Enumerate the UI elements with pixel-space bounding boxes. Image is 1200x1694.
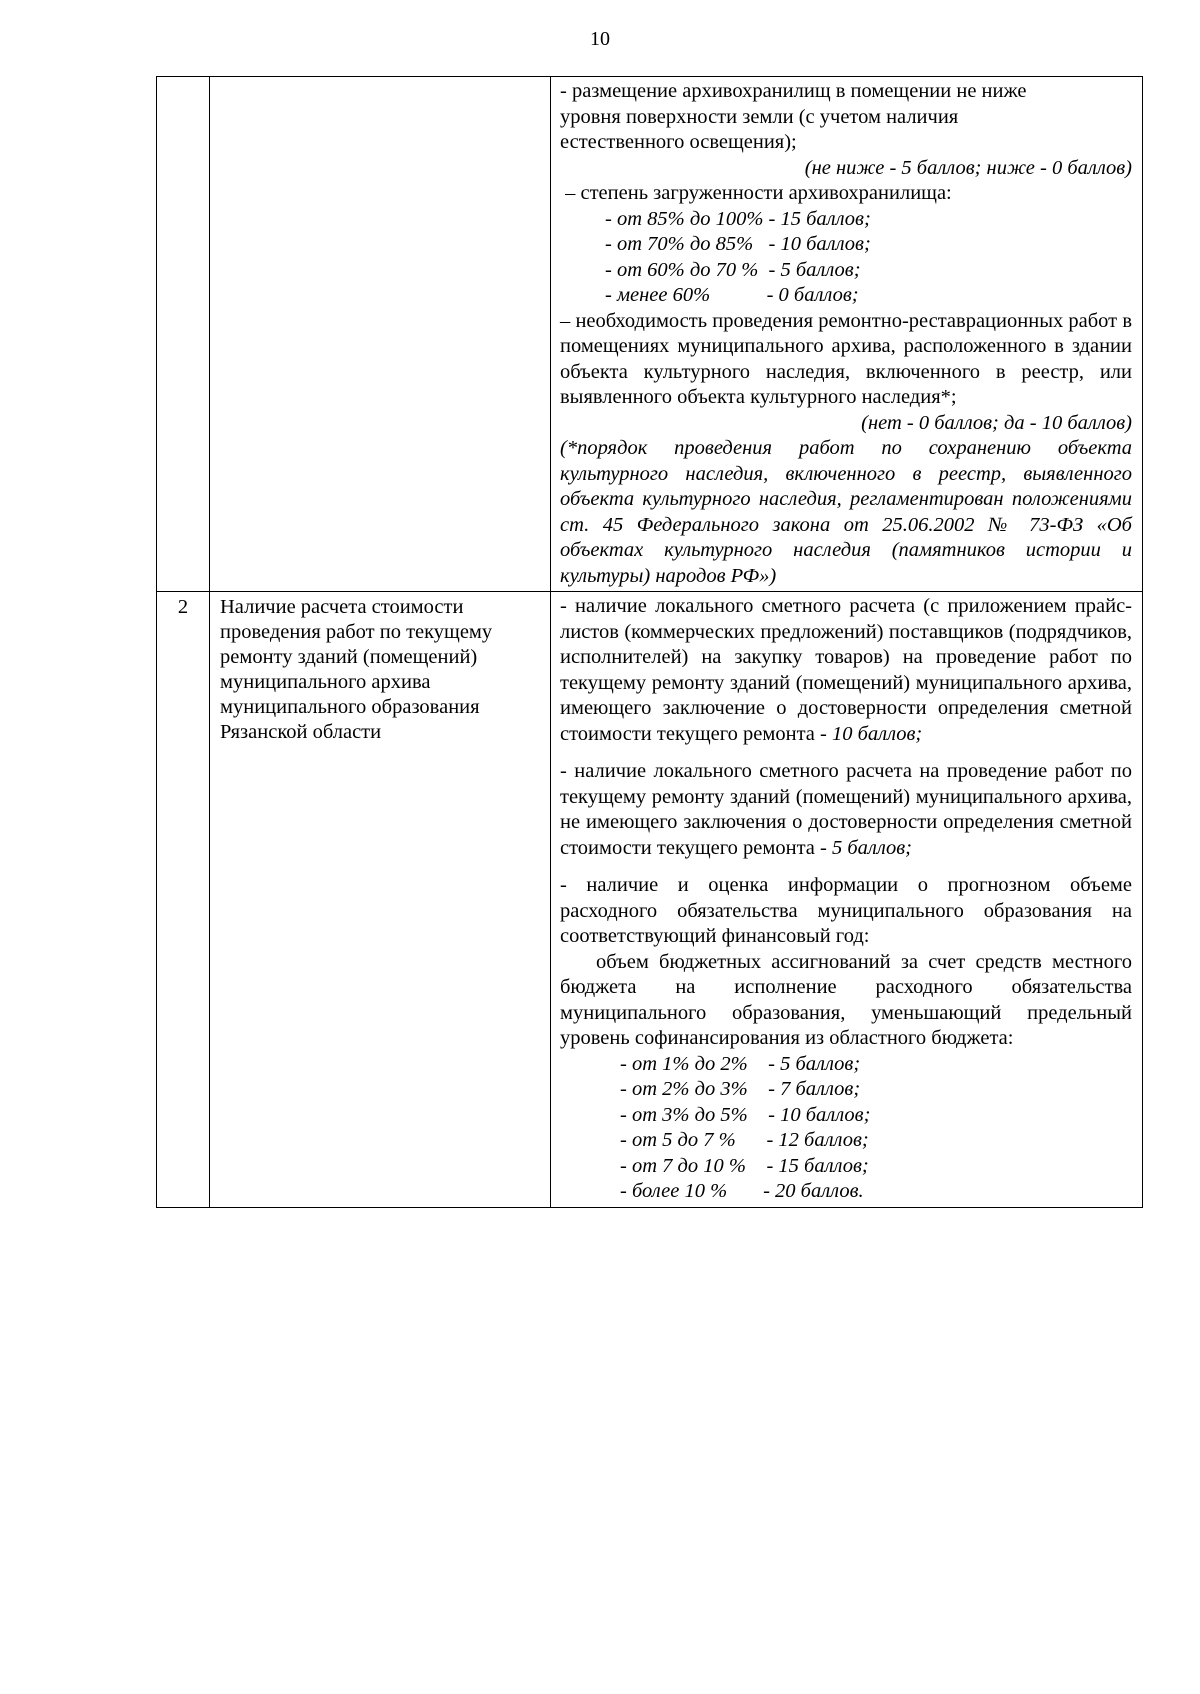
list-item: - менее 60% - 0 баллов;: [605, 284, 859, 306]
placement-line-2: уровня поверхности земли (с учетом наличия: [560, 105, 959, 128]
criterion-name: Наличие расчета стоимости проведения работ по текущему ремонту зданий (помещений) муниципального архива муниципального образования Рязанской области: [220, 596, 493, 743]
criterion-name-cell: [210, 77, 551, 592]
list-item: - от 70% до 85% - 10 баллов;: [605, 233, 871, 255]
list-item: - от 1% до 2% - 5 баллов;: [620, 1052, 861, 1075]
row-number-cell: [157, 77, 210, 592]
estimate-without-conclusion-score: 5 баллов;: [831, 836, 913, 859]
row-number-cell: [157, 592, 210, 1208]
criterion-detail-cell: [551, 592, 1143, 1208]
budget-allocation-text: объем бюджетных ассигнований за счет средств местного бюджета на исполнение расходного обязательства муниципального образования, уменьшающий предельный уровень софинансирования из областного бюджета:: [560, 950, 1132, 1049]
list-item: - от 60% до 70 % - 5 баллов;: [605, 258, 861, 281]
criteria-table: [156, 76, 1143, 1208]
list-item: - более 10 % - 20 баллов.: [620, 1180, 864, 1202]
criterion-name-cell: [210, 592, 551, 1208]
list-item: - от 2% до 3% - 7 баллов;: [620, 1078, 861, 1100]
list-item: - от 3% до 5% - 10 баллов;: [620, 1103, 871, 1126]
restoration-score: (нет - 0 баллов; да - 10 баллов): [861, 411, 1132, 434]
placement-score: (не ниже - 5 баллов; ниже - 0 баллов): [804, 156, 1132, 179]
placement-line-1: - размещение архивохранилищ в помещении не ниже: [560, 80, 1027, 102]
load-title: – степень загруженности архивохранилища:: [560, 182, 952, 204]
estimate-with-conclusion-text: - наличие локального сметного расчета (с приложением прайс-листов (коммерческих предложений) поставщиков (подрядчиков, исполнителей) на закупку товаров) на проведение работ по текущему ремонту зданий (помещений) муниципального архива, имеющего заключение о достоверности определения сметной стоимости текущего ремонта -: [560, 595, 1132, 745]
footnote: (*порядок проведения работ по сохранению объекта культурного наследия, включенного в реестр, выявленного объекта культурного наследия, регламентирован положениями ст. 45 Федерального закона от 25.06.2002 № 73-ФЗ «Об объектах культурного наследия (памятников истории и культуры) народов РФ»): [560, 437, 1132, 587]
page-number: 10: [590, 28, 610, 50]
table-row: [157, 77, 1143, 592]
estimate-without-conclusion: [560, 759, 1132, 861]
table-row: [157, 592, 1143, 1208]
row-number: 2: [177, 596, 189, 618]
restoration-text: – необходимость проведения ремонтно-реставрационных работ в помещениях муниципального архива, расположенного в здании объекта культурного наследия, включенного в реестр, или выявленного объекта культурного наследия*;: [560, 309, 1132, 408]
list-item: - от 5 до 7 % - 12 баллов;: [620, 1129, 869, 1151]
list-item: - от 85% до 100% - 15 баллов;: [605, 207, 871, 230]
estimate-without-conclusion-text: - наличие локального сметного расчета на проведение работ по текущему ремонту зданий (помещений) муниципального архива, не имеющего заключения о достоверности определения сметной стоимости текущего ремонта -: [560, 760, 1132, 859]
forecast-obligation-text: - наличие и оценка информации о прогнозном объеме расходного обязательства муниципального образования на соответствующий финансовый год:: [560, 874, 1132, 947]
estimate-with-conclusion-score: 10 баллов;: [831, 722, 923, 745]
criterion-detail-cell: [551, 77, 1143, 592]
estimate-with-conclusion: [560, 594, 1132, 747]
placement-line-3: естественного освещения);: [560, 131, 797, 153]
list-item: - от 7 до 10 % - 15 баллов;: [620, 1154, 869, 1177]
